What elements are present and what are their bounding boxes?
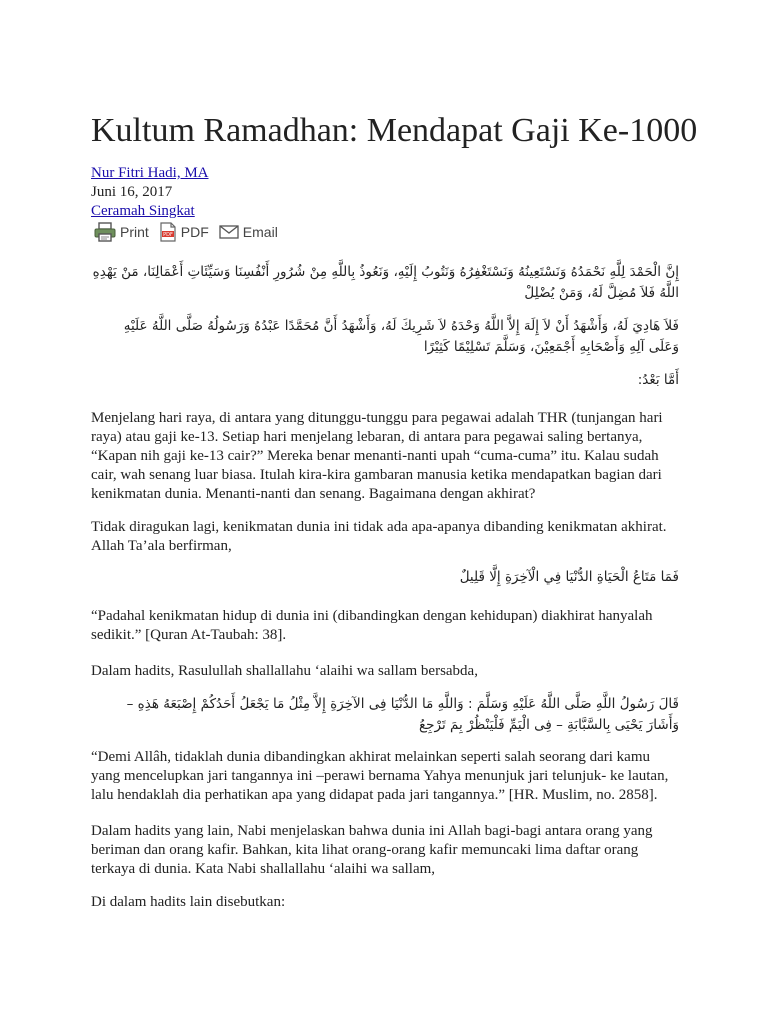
arabic-amma-badu: أَمَّا بَعْدُ: [637, 372, 679, 388]
publish-date: Juni 16, 2017 [91, 184, 173, 200]
pdf-label: PDF [180, 224, 209, 240]
pdf-icon [159, 222, 177, 242]
article-meta [91, 164, 209, 221]
svg-text:PDF: PDF [162, 232, 173, 238]
arabic-hadith: قَالَ رَسُولُ اللَّهِ صَلَّى اللَّهُ عَلَيْهِ وَسَلَّمَ : وَاللَّهِ مَا الدُّنْيَا فِى الآخِرَةِ إِلاَّ مِثْلُ مَا يَجْعَلُ أَحَدُكُمْ إِصْبَعَهُ هَذِهِ – وَأَشَارَ يَحْيَى بِالسَّبَّابَةِ – فِى الْيَمِّ فَلْيَنْظُرْ بِمَ تَرْجِعُ [126, 696, 679, 733]
share-toolbar [94, 222, 278, 242]
paragraph-verse-translation: “Padahal kenikmatan hidup di dunia ini (dibandingkan dengan kehidupan) diakhirat hanyalah sedikit.” [Quran At-Taubah: 38]. [91, 608, 653, 643]
printer-icon [94, 222, 116, 242]
envelope-icon [219, 224, 239, 240]
paragraph-intro: Menjelang hari raya, di antara yang ditunggu-tunggu para pegawai adalah THR (tunjangan hari raya) atau gaji ke-13. Setiap hari menjelang lebaran, di antara para pegawai saling bertanya, “Kapan nih gaji ke-13 cair?” Mereka benar menanti-nanti upah “cuma-cuma” itu. Kalau sudah cair, wah senang luar biasa. Itulah kira-kira gambaran manusia ketika mendapatkan bagian dari kenikmatan dunia. Menanti-nanti dan senang. Bagaimana dengan akhirat? [91, 410, 663, 502]
print-label: Print [120, 224, 149, 240]
paragraph-hadith-translation: “Demi Allâh, tidaklah dunia dibandingkan akhirat melainkan seperti salah seorang dari kamu yang mencelupkan jari tangannya ini –perawi bernama Yahya menunjuk jari telunjuk- ke lautan, lalu hendaklah dia perhatikan apa yang didapat pada jari tangannya.” [HR. Muslim, no. 2858]. [91, 749, 669, 803]
author-link[interactable]: Nur Fitri Hadi, MA [91, 165, 209, 181]
category-link[interactable]: Ceramah Singkat [91, 203, 195, 219]
arabic-opening-1: إِنَّ الْحَمْدَ لِلَّهِ نَحْمَدُهُ وَنَسْتَعِينُهُ وَنَسْتَغْفِرُهُ وَنَتُوبُ إِلَيْهِ، وَنَعُوذُ بِاللَّهِ مِنْ شُرُورِ أَنْفُسِنَا وَسَيِّئَاتِ أَعْمَالِنَا، مَنْ يَهْدِهِ اللَّهُ فَلاَ مُضِلَّ لَهُ، وَمَنْ يُضْلِلْ [92, 264, 679, 301]
paragraph-other-hadith: Di dalam hadits lain disebutkan: [91, 894, 286, 910]
paragraph-another-hadith: Dalam hadits yang lain, Nabi menjelaskan bahwa dunia ini Allah bagi-bagi antara orang yang beriman dan orang kafir. Bahkan, kita lihat orang-orang kafir memuncaki lima daftar orang terkaya di dunia. Kata Nabi shallallahu ‘alaihi wa sallam, [91, 823, 653, 877]
paragraph-hadith-intro: Dalam hadits, Rasulullah shallallahu ‘alaihi wa sallam bersabda, [91, 663, 478, 679]
email-label: Email [242, 224, 278, 240]
article-title: Kultum Ramadhan: Mendapat Gaji Ke-1000 [91, 112, 698, 149]
print-button[interactable] [94, 222, 149, 242]
arabic-verse: فَمَا مَتَاعُ الْحَيَاةِ الدُّنْيَا فِي الْآخِرَةِ إِلَّا قَلِيلٌ [459, 569, 679, 585]
arabic-opening-2: فَلاَ هَادِيَ لَهُ، وَأَشْهَدُ أَنْ لاَ إِلَهَ إِلاَّ اللَّهُ وَحْدَهُ لاَ شَرِيكَ لَهُ، وَأَشْهَدُ أَنَّ مُحَمَّدًا عَبْدُهُ وَرَسُولُهُ صَلَّى اللَّهُ عَلَيْهِ وَعَلَى آلِهِ وَأَصْحَابِهِ أَجْمَعِيْنَ، وَسَلَّمَ تَسْلِيْمًا كَثِيْرًا [123, 318, 679, 355]
email-button[interactable] [219, 224, 278, 240]
paragraph-comparison: Tidak diragukan lagi, kenikmatan dunia ini tidak ada apa-apanya dibanding kenikmatan akhirat. Allah Ta’ala berfirman, [91, 519, 667, 554]
pdf-button[interactable] [159, 222, 209, 242]
